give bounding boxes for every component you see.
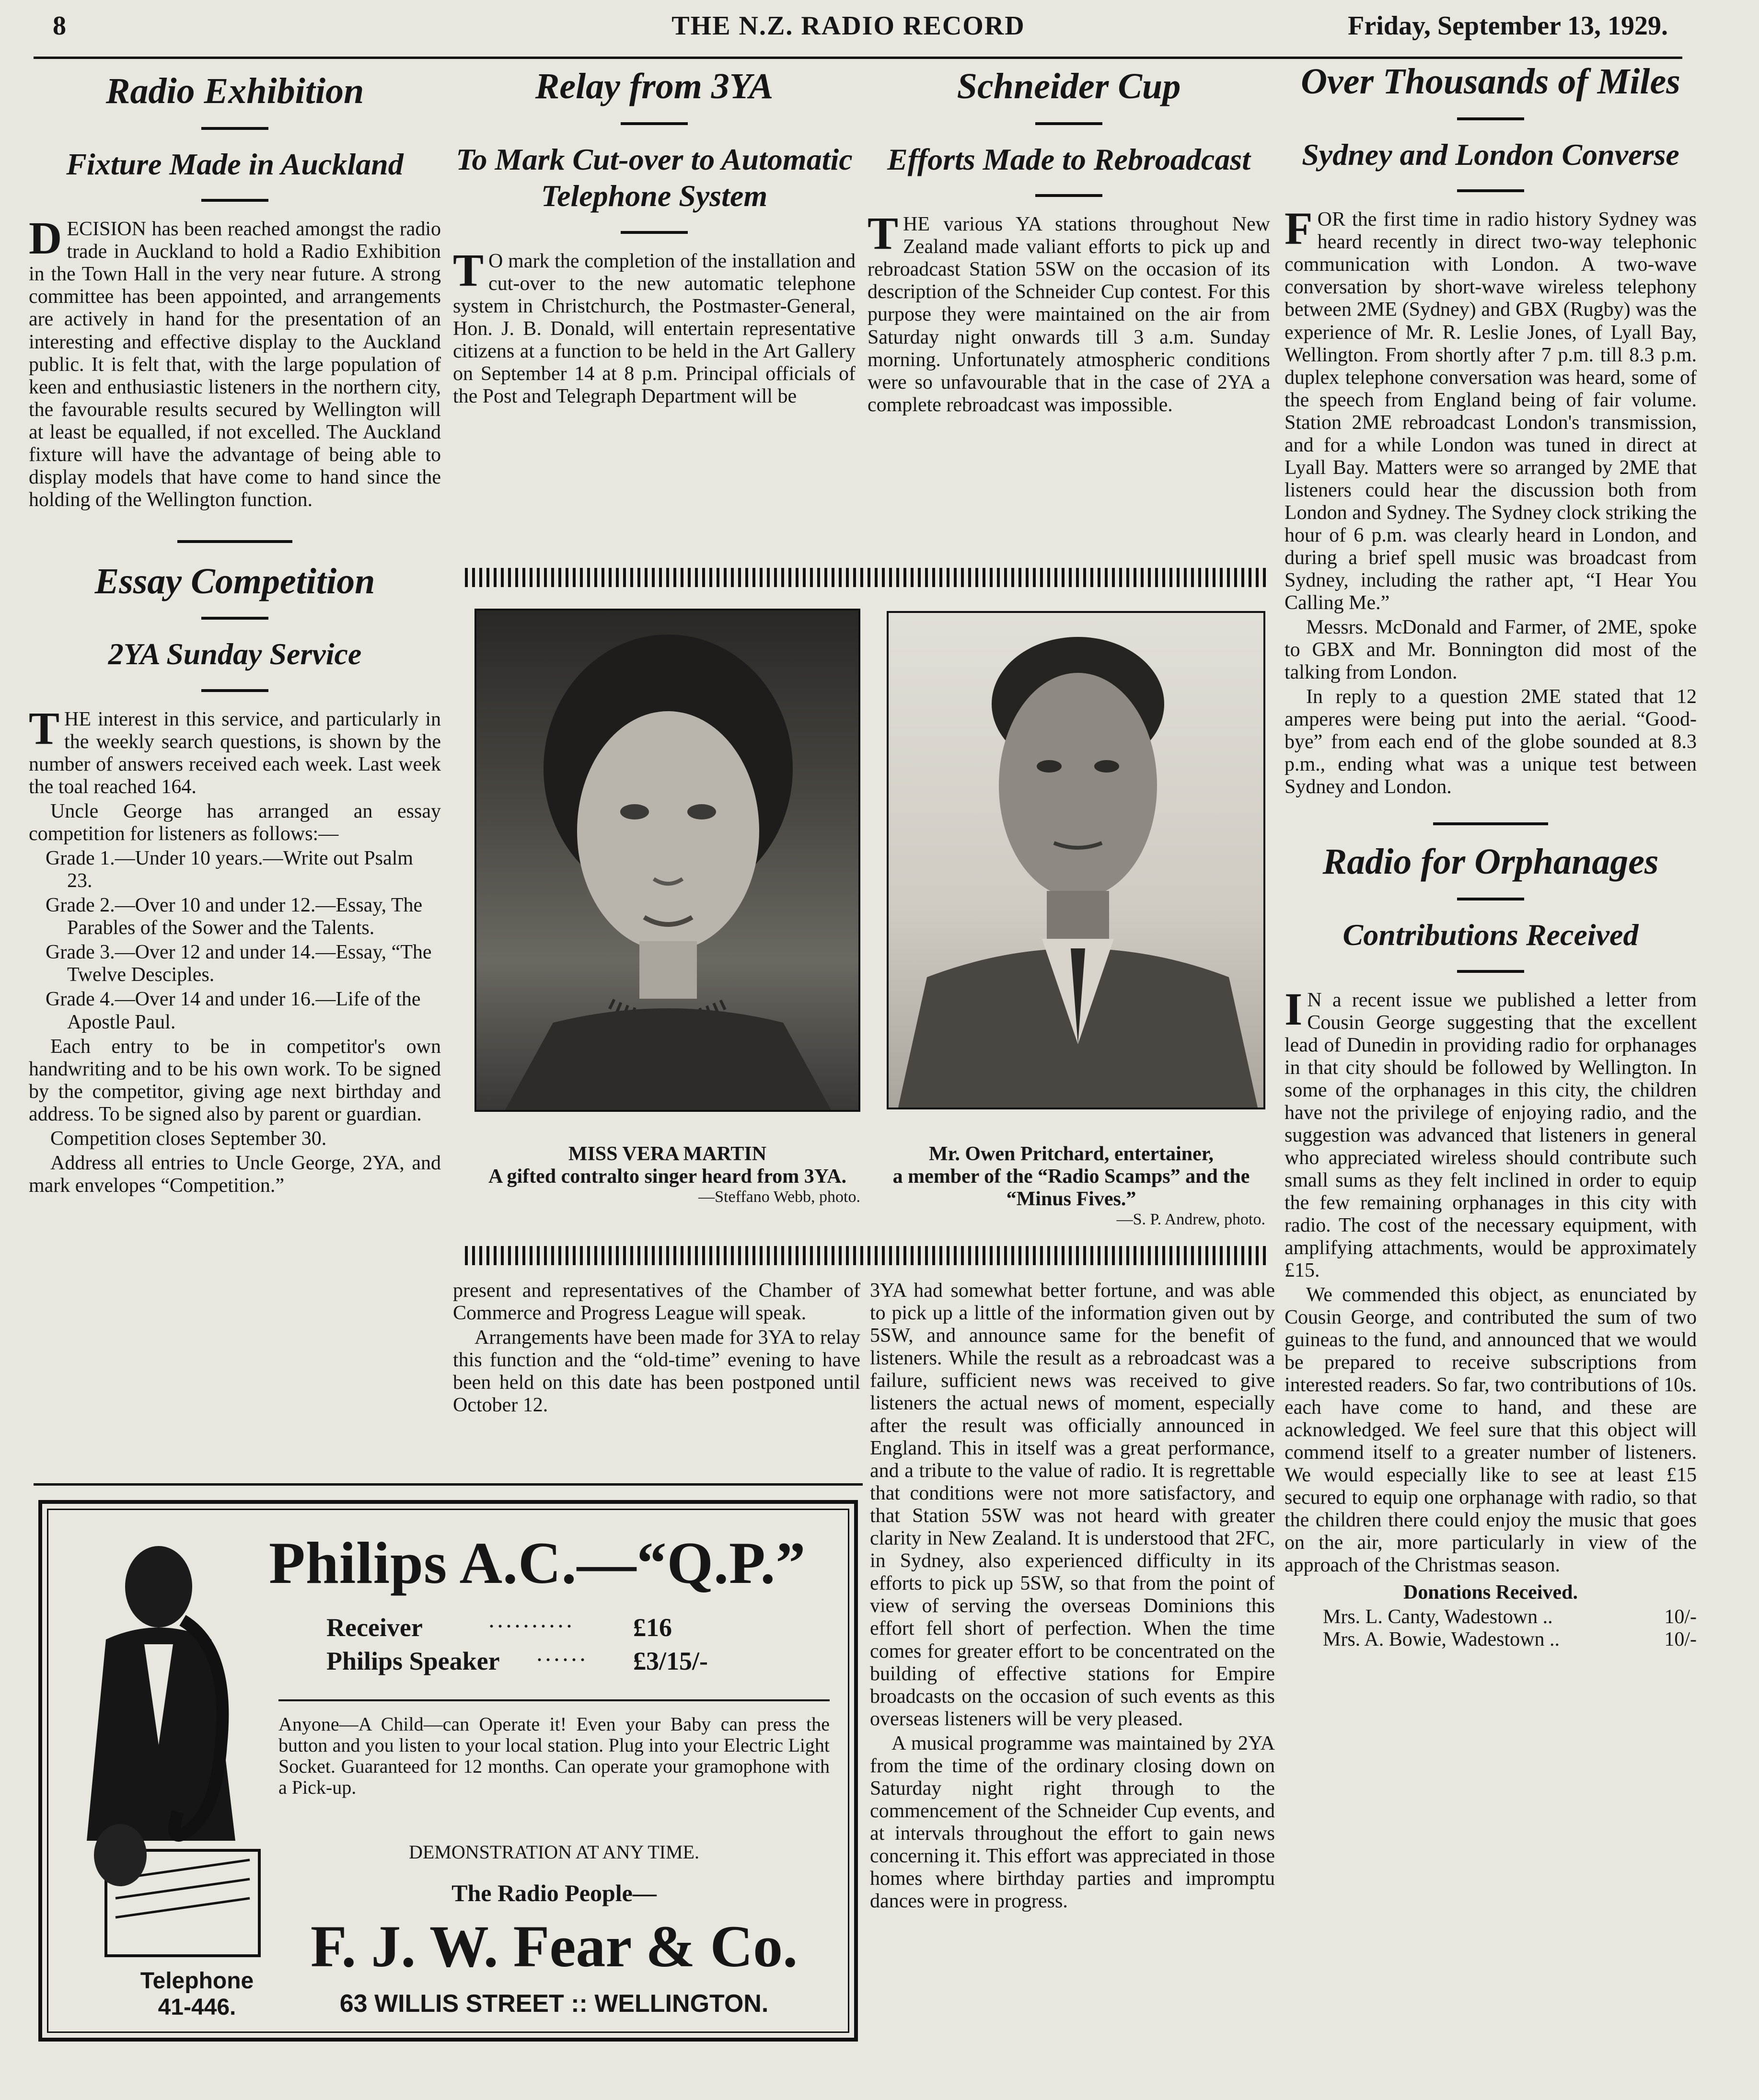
paragraph: 3YA had somewhat better fortune, and was able to pick up a little of the information given out by 5SW, and announce same for the benefit of listeners. While the result as a rebroadcast was a failure, sufficient news was received to give listeners the actual news of moment, especially after the result was officially announced in England. This in itself was a great performance, and a tribute to the value of radio. It is regrettable that conditions were not more satisfactory, and that Station 5SW was not heard with greater clarity in New Zealand. It is understood that 2FC, in Sydney, also experienced difficulty in its efforts to pick up 5SW, so that from the point of view of serving the overseas Dominions this effort fell short of perfection. When the time comes for greater effort to be concentrated on the building of effective stations for Empire broadcasts on the occasion of such events as this overseas listeners will be very pleased. <box>870 1280 1275 1730</box>
section-rule <box>177 540 292 543</box>
donations-heading: Donations Received. <box>1403 1581 1578 1604</box>
paragraph: present and representatives of the Chamber of Commerce and Progress League will speak. <box>453 1280 860 1325</box>
paragraph: Arrangements have been made for 3YA to relay this function and the “old-time” evening to have been held on this date has been postponed until October 12. <box>453 1327 860 1417</box>
portrait-man-image <box>889 613 1263 1108</box>
article-subtitle: Fixture Made in Auckland <box>66 147 404 181</box>
drop-cap: T <box>453 244 484 296</box>
article-subtitle: Efforts Made to Rebroadcast <box>887 142 1250 176</box>
price-row <box>326 1644 748 1678</box>
title-rule <box>1457 117 1524 120</box>
portrait-photo <box>474 609 860 1112</box>
paragraph: Messrs. McDonald and Farmer, of 2ME, spoke to GBX and Mr. Bonnington did most of the talking from London. <box>1285 616 1697 683</box>
ornamental-rule-top <box>465 568 1270 587</box>
title-rule <box>621 122 688 125</box>
article-subtitle: To Mark Cut-over to Automatic Telephone System <box>456 142 853 213</box>
donor-name: Mrs. L. Canty, Wadestown .. <box>1323 1606 1553 1628</box>
drop-cap: F <box>1285 203 1313 254</box>
article-body <box>1285 203 1697 798</box>
paragraph: A musical programme was maintained by 2YA from the time of the ordinary closing down on Saturday night right through to the commencement of the Schneider Cup events, and at intervals throughout the effort to gain news concerning it. This effort was appreciated in those homes where birthday parties and impromptu dances were in progress. <box>870 1732 1275 1912</box>
grade-item: Grade 3.—Over 12 and under 14.—Essay, “The Twelve Desciples. <box>46 941 432 986</box>
grade-item: Grade 1.—Under 10 years.—Write out Psalm 23. <box>46 847 413 892</box>
caption-text: A gifted contralto singer heard from 3YA. <box>488 1165 846 1188</box>
paragraph: OR the first time in radio history Sydney was heard recently in direct two-way telephonic communication with London. A two-wave conversation by short-wave wireless telephony between 2ME (Sydney) and GBX (Rugby) was the experience of Mr. R. Leslie Jones, of Lyall Bay, Wellington. From shortly after 7 p.m. till 8.3 p.m. duplex telephone conversation was heard, some of the speech from England being of fair volume. Station 2ME rebroadcast London's transmission, and for a while London was tuned in direct at Lyall Bay. Matters were so arranged by 2ME that listeners could hear the discussion both from London and Sydney. The Sydney clock striking the hour of 6 p.m. was clearly heard in London, and during a brief spell music was broadcast from Sydney, including the rather apt, “I Hear You Calling Me.” <box>1285 208 1697 614</box>
page-number: 8 <box>53 11 66 41</box>
drop-cap: T <box>29 703 60 754</box>
article-title: Radio Exhibition <box>105 71 364 111</box>
paragraph: In reply to a question 2ME stated that 12 amperes were being put into the aerial. “Good-bye” from each end of the globe sounded at 8.3 p.m., ending what was a unique test between Sydney and London. <box>1285 686 1697 798</box>
paragraph: Address all entries to Uncle George, 2YA, and mark envelopes “Competition.” <box>29 1152 441 1197</box>
title-rule <box>1457 898 1524 900</box>
article-body <box>868 208 1270 416</box>
price-row <box>326 1611 748 1644</box>
price-label: Receiver <box>326 1613 423 1642</box>
grade-item: Grade 2.—Over 10 and under 12.—Essay, The Parables of the Sower and the Talents. <box>46 894 423 939</box>
subtitle-rule <box>621 231 688 234</box>
drop-cap: T <box>868 208 899 259</box>
telephone-label: Telephone <box>140 1968 254 1994</box>
ad-demonstration: DEMONSTRATION AT ANY TIME. <box>409 1841 699 1863</box>
grade-item: Grade 4.—Over 14 and under 16.—Life of the Apostle Paul. <box>46 988 421 1033</box>
paragraph: HE interest in this service, and particularly in the weekly search questions, is shown by the number of answers received each week. Last week the toal reached 164. <box>29 708 441 798</box>
photo-credit: —S. P. Andrew, photo. <box>1116 1211 1265 1229</box>
drop-cap: D <box>29 212 62 264</box>
article-body <box>1285 983 1697 1651</box>
title-rule <box>201 617 268 620</box>
paragraph: Each entry to be in competitor's own handwriting and to be his own work. To be signed by the competitor, giving age next birthday and address. To be signed also by parent or guardian. <box>29 1035 441 1125</box>
header-rule <box>34 57 1682 59</box>
price-value: £3/15/- <box>633 1647 708 1676</box>
ad-blurb: Anyone—A Child—can Operate it! Even your Baby can press the button and you listen to your local station. Plug into your Electric Light Socket. Guaranteed for 12 months. Can operate your gramophone with a Pick-up. <box>278 1713 830 1798</box>
subtitle-rule <box>201 689 268 692</box>
article-body <box>29 212 441 511</box>
caption-name: Mr. Owen Pritchard, entertainer, <box>928 1143 1214 1165</box>
paragraph: We commended this object, as enunciated by Cousin George, and contributed the sum of two guineas to the fund, and announced that we would be prepared to receive subscriptions from interested readers. So far, two contributions of 10s. each have come to hand, and these are acknowledged. We feel sure that this object will commend itself to a greater number of listeners. We would especially like to see at least £15 secured to equip one orphanage with radio, so that the children there could enjoy the music that goes on the air, more particularly in view of the approach of the Christmas season. <box>1285 1283 1697 1577</box>
paragraph: Competition closes September 30. <box>50 1127 327 1150</box>
column-4 <box>1285 62 1697 1651</box>
saxophonist-illustration <box>77 1544 269 1965</box>
ad-headline: Philips A.C.—“Q.P.” <box>269 1530 806 1596</box>
portrait-photo <box>887 611 1265 1109</box>
price-list <box>326 1611 748 1678</box>
subtitle-rule <box>1457 189 1524 192</box>
column-1 <box>29 72 441 1199</box>
donation-row <box>1285 1606 1697 1628</box>
telephone-number: 41-446. <box>158 1995 236 2020</box>
paragraph: Uncle George has arranged an essay competition for listeners as follows:— <box>29 800 441 845</box>
article-title: Relay from 3YA <box>535 66 774 106</box>
section-rule <box>1433 822 1548 825</box>
paragraph: N a recent issue we published a letter from Cousin George suggesting that the excellent lead of Dunedin in providing radio for orphanages in that city should be followed by Wellington. In some of the orphanages in this city, the children have not the privilege of enjoying radio, and the suggestion was advanced that listeners in general who appreciated wireless should contribute such small sums as they felt inclined in order to equip the few remaining orphanages in this city with radio. The cost of the necessary equipment, with amplifying attachments, would be approximately £15. <box>1285 989 1697 1281</box>
title-rule <box>201 127 268 130</box>
column-3-continued <box>870 1280 1275 1915</box>
paragraph: ECISION has been reached amongst the radio trade in Auckland to hold a Radio Exhibition in the Town Hall in the very near future. A strong committee has been appointed, and arrangements are actively in hand for the presentation of an interesting and effective display to the Auckland public. It is felt that, with the large population of keen and enthusiastic listeners in the northern city, the favourable results secured by Wellington will at least be equalled, if not excelled. The Auckland fixture will have the advantage of being able to display models that have come to hand since the holding of the Wellington function. <box>29 218 441 511</box>
ornamental-rule-bottom <box>465 1246 1270 1265</box>
article-subtitle: 2YA Sunday Service <box>108 637 362 671</box>
advertisement <box>38 1500 858 2042</box>
drop-cap: I <box>1285 983 1303 1035</box>
dot-leader: . . . . . . <box>537 1646 585 1665</box>
donation-amount: 10/- <box>1664 1628 1697 1651</box>
title-rule <box>1035 122 1102 125</box>
article-title: Over Thousands of Miles <box>1301 61 1680 102</box>
column-2-top <box>453 67 856 410</box>
price-label: Philips Speaker <box>326 1647 500 1676</box>
ad-divider <box>278 1699 830 1701</box>
photo-caption-left <box>474 1143 860 1206</box>
price-value: £16 <box>633 1613 672 1642</box>
article-subtitle: Sydney and London Converse <box>1302 137 1679 172</box>
article-body <box>453 244 856 408</box>
subtitle-rule <box>201 199 268 202</box>
donation-row <box>1285 1628 1697 1651</box>
paragraph: HE various YA stations throughout New Zealand made valiant efforts to pick up and rebroadcast Station 5SW on the occasion of its description of the Schneider Cup contest. For this purpose they were maintained on the air from Saturday night onwards till 3 a.m. Sunday morning. Unfortunately atmospheric conditions were so unfavourable that in the case of 2YA a complete rebroadcast was impossible. <box>868 213 1270 416</box>
paragraph: O mark the completion of the installation and cut-over to the new automatic telephone system in Christchurch, the Postmaster-General, Hon. J. B. Donald, will entertain representative citizens at a function to be held in the Art Gallery on September 14 at 8 p.m. Principal officials of the Post and Telegraph Department will be <box>453 250 856 408</box>
dot-leader: . . . . . . . . . . <box>489 1612 571 1631</box>
photo-caption-right <box>877 1143 1265 1229</box>
article-title: Radio for Orphanages <box>1322 842 1659 882</box>
donor-name: Mrs. A. Bowie, Wadestown .. <box>1323 1628 1560 1651</box>
caption-name: MISS VERA MARTIN <box>568 1143 767 1165</box>
article-title: Schneider Cup <box>957 66 1181 106</box>
donation-amount: 10/- <box>1664 1606 1697 1628</box>
article-body <box>29 703 441 1197</box>
article-title: Essay Competition <box>94 561 375 601</box>
ad-top-rule <box>34 1483 863 1486</box>
ad-company: F. J. W. Fear & Co. <box>310 1914 798 1979</box>
column-3-top <box>868 67 1270 418</box>
article-subtitle: Contributions Received <box>1342 917 1639 952</box>
telephone-block <box>120 1968 274 2020</box>
photo-credit: —Steffano Webb, photo. <box>698 1188 860 1206</box>
masthead: THE N.Z. RADIO RECORD <box>671 11 1025 41</box>
caption-text: a member of the “Radio Scamps” and the “Minus Fives.” <box>892 1165 1250 1211</box>
ad-tagline: The Radio People— <box>451 1880 657 1906</box>
ad-address: 63 WILLIS STREET :: WELLINGTON. <box>339 1990 769 2018</box>
portrait-woman-image <box>476 611 858 1110</box>
issue-date: Friday, September 13, 1929. <box>1348 11 1668 41</box>
subtitle-rule <box>1457 970 1524 973</box>
subtitle-rule <box>1035 194 1102 197</box>
column-2-continued <box>453 1280 860 1419</box>
